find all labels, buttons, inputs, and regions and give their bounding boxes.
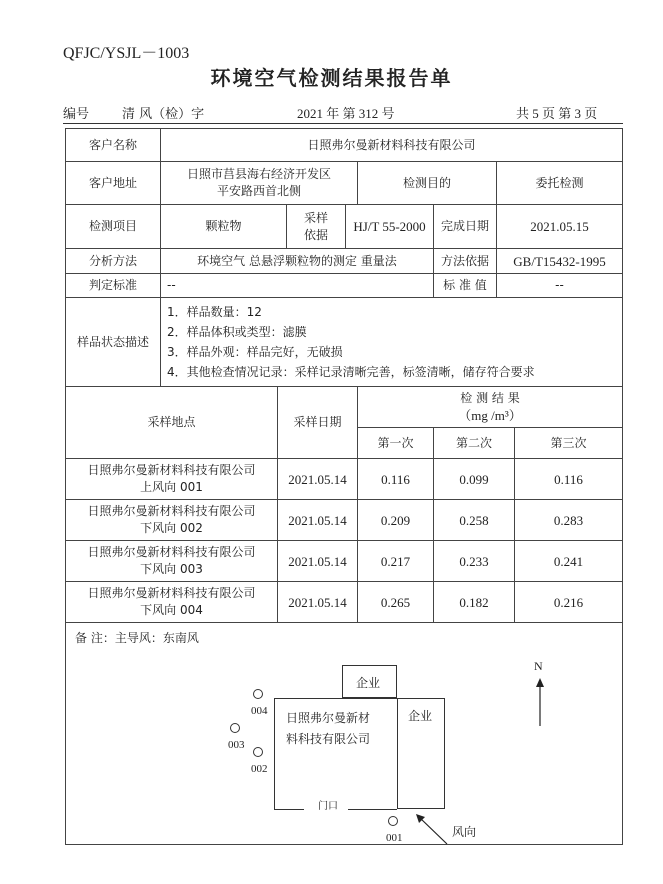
- row-date: 2021.05.14: [278, 500, 358, 541]
- row-site-line2: 下风向 003: [140, 562, 203, 576]
- page-count: 共 5 页 第 3 页: [516, 106, 598, 121]
- method-basis-value: GB/T15432-1995: [497, 249, 623, 274]
- neighbor-right-label: 企业: [408, 709, 433, 723]
- row-site-line1: 日照弗尔曼新材料科技有限公司: [87, 586, 256, 600]
- sample-description: [161, 298, 623, 387]
- client-address-line1: 日照市莒县海右经济开发区: [186, 167, 331, 181]
- client-name: 日照弗尔曼新材料科技有限公司: [161, 129, 623, 162]
- sampling-point-002-label: 002: [251, 763, 268, 775]
- row-date: 2021.05.14: [278, 541, 358, 582]
- row-value-2: 0.182: [434, 582, 515, 623]
- col-site: 采样地点: [66, 387, 278, 459]
- document-title: 环境空气检测结果报告单: [210, 66, 453, 90]
- sampling-point-001-marker: [388, 816, 398, 826]
- sampling-basis-value: HJ/T 55-2000: [346, 205, 434, 249]
- col-result-title: 检 测 结 果: [460, 391, 520, 405]
- done-date-label: 完成日期: [434, 205, 497, 249]
- sampling-basis-label-2: 依据: [303, 227, 328, 242]
- col-date: 采样日期: [278, 387, 358, 459]
- sample-line-3: 3．样品外观：样品完好，无破损: [167, 345, 343, 359]
- row-value-2: 0.099: [434, 459, 515, 500]
- row-value-3: 0.283: [515, 500, 623, 541]
- row-site-line2: 上风向 001: [140, 480, 203, 494]
- row-site-line1: 日照弗尔曼新材料科技有限公司: [87, 545, 256, 559]
- sampling-point-001-label: 001: [386, 832, 403, 844]
- row-site: [66, 459, 278, 500]
- company-bottom-edge-right: [348, 809, 397, 810]
- company-label-line2: 料科技有限公司: [286, 732, 371, 746]
- row-value-2: 0.233: [434, 541, 515, 582]
- year-number: 2021 年 第 312 号: [297, 106, 395, 121]
- row-site: [66, 582, 278, 623]
- table-row: [66, 500, 623, 541]
- sample-label: 样品状态描述: [66, 298, 161, 387]
- standard-label: 判定标准: [66, 274, 161, 298]
- sampling-point-002-marker: [253, 747, 263, 757]
- col-result: [358, 387, 623, 428]
- note-text: 备 注：主导风：东南风: [75, 631, 199, 645]
- number-label: 编号: [63, 107, 90, 122]
- sampling-point-004-label: 004: [251, 705, 268, 717]
- sample-line-1: 1．样品数量：12: [167, 305, 262, 319]
- row-value-2: 0.258: [434, 500, 515, 541]
- method-basis-label: 方法依据: [434, 249, 497, 274]
- company-top-edge: [274, 698, 397, 699]
- sampling-basis-label-1: 采样: [303, 210, 328, 225]
- row-value-3: 0.116: [515, 459, 623, 500]
- row-site: [66, 500, 278, 541]
- row-site-line2: 下风向 002: [140, 521, 203, 535]
- purpose-label: 检测目的: [358, 162, 497, 205]
- method-label: 分析方法: [66, 249, 161, 274]
- client-address: [161, 162, 358, 205]
- client-address-label: 客户地址: [66, 162, 161, 205]
- sample-line-4: 4．其他检查情况记录：采样记录清晰完善，标签清晰，储存符合要求: [167, 365, 535, 379]
- row-value-1: 0.265: [358, 582, 434, 623]
- company-left-edge: [274, 698, 275, 809]
- std-value: --: [497, 274, 623, 298]
- method-value: 环境空气 总悬浮颗粒物的测定 重量法: [161, 249, 434, 274]
- company-bottom-edge-left: [274, 809, 304, 810]
- row-value-1: 0.217: [358, 541, 434, 582]
- row-date: 2021.05.14: [278, 459, 358, 500]
- row-value-1: 0.116: [358, 459, 434, 500]
- north-arrow-icon: [530, 678, 550, 728]
- client-address-line2: 平安路西首北侧: [216, 184, 301, 198]
- sampling-point-003-marker: [230, 723, 240, 733]
- document-code: QFJC/YSJL－1003: [63, 45, 190, 62]
- client-name-label: 客户名称: [66, 129, 161, 162]
- row-site-line1: 日照弗尔曼新材料科技有限公司: [87, 463, 256, 477]
- table-row: [66, 459, 623, 500]
- wind-label: 风向: [452, 825, 477, 839]
- row-value-1: 0.209: [358, 500, 434, 541]
- gate-label: 门口: [318, 801, 338, 812]
- col-result-unit: （mg /m³）: [458, 408, 522, 423]
- number-value: 清 风（检）字: [122, 107, 205, 122]
- table-row: [66, 582, 623, 623]
- item-label: 检测项目: [66, 205, 161, 249]
- row-value-3: 0.216: [515, 582, 623, 623]
- col-third: 第三次: [515, 428, 623, 459]
- table-row: [66, 541, 623, 582]
- row-value-3: 0.241: [515, 541, 623, 582]
- row-date: 2021.05.14: [278, 582, 358, 623]
- col-second: 第二次: [434, 428, 515, 459]
- sampling-basis-label: [287, 205, 346, 249]
- wind-arrow-icon: [414, 813, 450, 847]
- header-rule: [63, 123, 623, 124]
- row-site-line1: 日照弗尔曼新材料科技有限公司: [87, 504, 256, 518]
- purpose-value: 委托检测: [497, 162, 623, 205]
- sample-line-2: 2．样品体积或类型：滤膜: [167, 325, 307, 339]
- col-first: 第一次: [358, 428, 434, 459]
- item-value: 颗粒物: [161, 205, 287, 249]
- row-site-line2: 下风向 004: [140, 603, 203, 617]
- sampling-point-003-label: 003: [228, 739, 245, 751]
- standard-value: --: [161, 274, 434, 298]
- neighbor-top-label: 企业: [356, 676, 381, 690]
- company-label: [286, 708, 370, 750]
- sampling-point-004-marker: [253, 689, 263, 699]
- done-date-value: 2021.05.15: [497, 205, 623, 249]
- std-value-label: 标 准 值: [434, 274, 497, 298]
- company-label-line1: 日照弗尔曼新材: [286, 711, 371, 725]
- north-label: N: [534, 659, 543, 673]
- row-site: [66, 541, 278, 582]
